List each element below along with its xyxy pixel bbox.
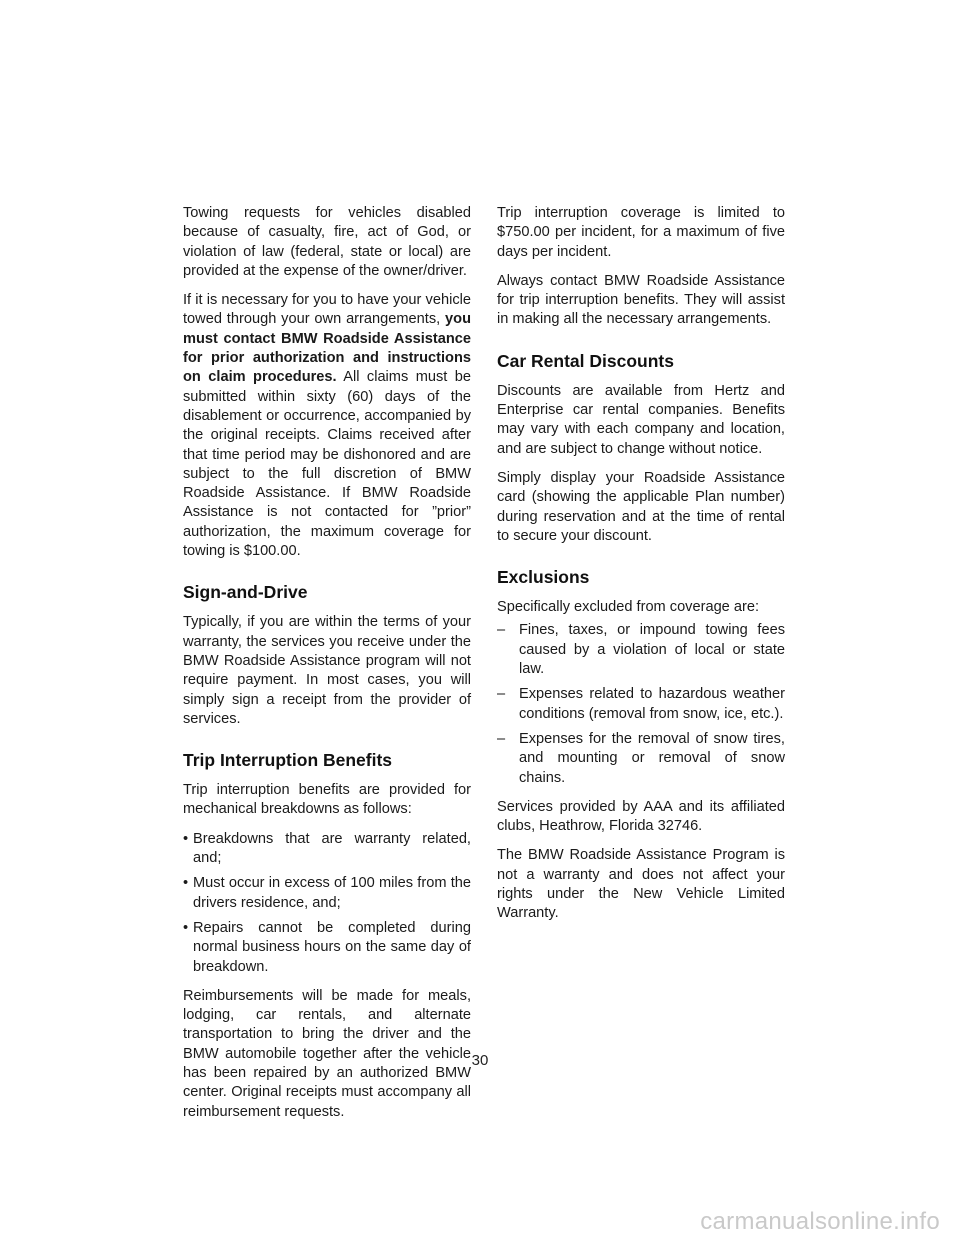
bullet-icon: • xyxy=(183,875,189,892)
trip-interruption-heading: Trip Interruption Benefits xyxy=(183,750,393,771)
trip-conditions-list xyxy=(183,830,471,977)
list-item: • Must occur in excess of 100 miles from the drivers residence, and; xyxy=(183,875,471,911)
page-number: 30 xyxy=(471,1052,489,1069)
sign-and-drive-heading: Sign-and-Drive xyxy=(183,582,308,603)
bullet-icon: • xyxy=(183,919,189,936)
right-column xyxy=(497,204,785,934)
towing-expense-paragraph: Towing requests for vehicles disabled because of casualty, fire, act of God, or violation of law (federal, state or local) are provided at the expense of the owner/driver. xyxy=(183,205,471,279)
trip-interruption-intro: Trip interruption benefits are provided for mechanical breakdowns as follows: xyxy=(183,782,471,818)
sign-and-drive-paragraph: Typically, if you are within the terms of your warranty, the services you receive under the BMW Roadside Assistance program will not require payment. In most cases, you will simply sign a receipt from the provider of services. xyxy=(183,614,471,727)
exclusions-intro: Specifically excluded from coverage are: xyxy=(497,599,760,616)
exclusions-list xyxy=(497,621,785,787)
program-disclaimer-paragraph: The BMW Roadside Assistance Program is not a warranty and does not affect your rights under the New Vehicle Limited Warranty. xyxy=(497,847,785,922)
exclusions-heading: Exclusions xyxy=(497,567,590,588)
own-arrangements-paragraph xyxy=(183,291,471,561)
bullet-icon: • xyxy=(183,830,189,847)
list-item: • Breakdowns that are warranty related, and; xyxy=(183,830,471,867)
claims-text: All claims must be submitted within sixty (60) days of the disablement or occurrence, accompanied by the original receipts. Claims received after that time period may be dishonored and are subject to the full discretion of BMW Roadside Assistance. If BMW Roadside Assistance is not contacted for ”prior” authorization, the maximum coverage for towing is $100.00. xyxy=(183,369,472,560)
list-item: – Expenses related to hazardous weather conditions (removal from snow, ice, etc.). xyxy=(497,686,785,722)
prior-authorization-bold: you must contact BMW Roadside Assistance for prior authorization and instructions on claim procedures. xyxy=(183,311,471,386)
dash-icon: – xyxy=(497,686,506,703)
dash-icon: – xyxy=(497,622,506,639)
list-item: • Repairs cannot be completed during normal business hours on the same day of breakdown. xyxy=(183,919,471,975)
car-rental-paragraph-2: Simply display your Roadside Assistance card (showing the applicable Plan number) during reservation and at the time of rental to secure your discount. xyxy=(497,469,785,544)
coverage-limit-paragraph: Trip interruption coverage is limited to $750.00 per incident, for a maximum of five days per incident. xyxy=(497,205,785,260)
watermark: carmanualsonline.info xyxy=(700,1208,940,1235)
car-rental-paragraph-1: Discounts are available from Hertz and Enterprise car rental companies. Benefits may vary with each company and location, and are subject to change without notice. xyxy=(497,382,785,457)
list-item: – Fines, taxes, or impound towing fees caused by a violation of local or state law. xyxy=(497,622,785,678)
reimbursement-paragraph: Reimbursements will be made for meals, lodging, car rentals, and alternate transportation to bring the driver and the BMW automobile together after the vehicle has been repaired by an authorized BMW center. Original receipts must accompany all reimbursement requests. xyxy=(183,987,471,1120)
list-item: – Expenses for the removal of snow tires, and mounting or removal of snow chains. xyxy=(497,730,785,786)
dash-icon: – xyxy=(497,730,506,747)
aaa-services-paragraph: Services provided by AAA and its affiliated clubs, Heathrow, Florida 32746. xyxy=(497,798,785,835)
left-column xyxy=(183,204,471,1132)
own-arrangements-text: If it is necessary for you to have your vehicle towed through your own arrangements, xyxy=(183,292,471,328)
contact-assistance-paragraph: Always contact BMW Roadside Assistance for trip interruption benefits. They will assist in making all the necessary arrangements. xyxy=(497,272,785,328)
car-rental-heading: Car Rental Discounts xyxy=(497,350,674,371)
